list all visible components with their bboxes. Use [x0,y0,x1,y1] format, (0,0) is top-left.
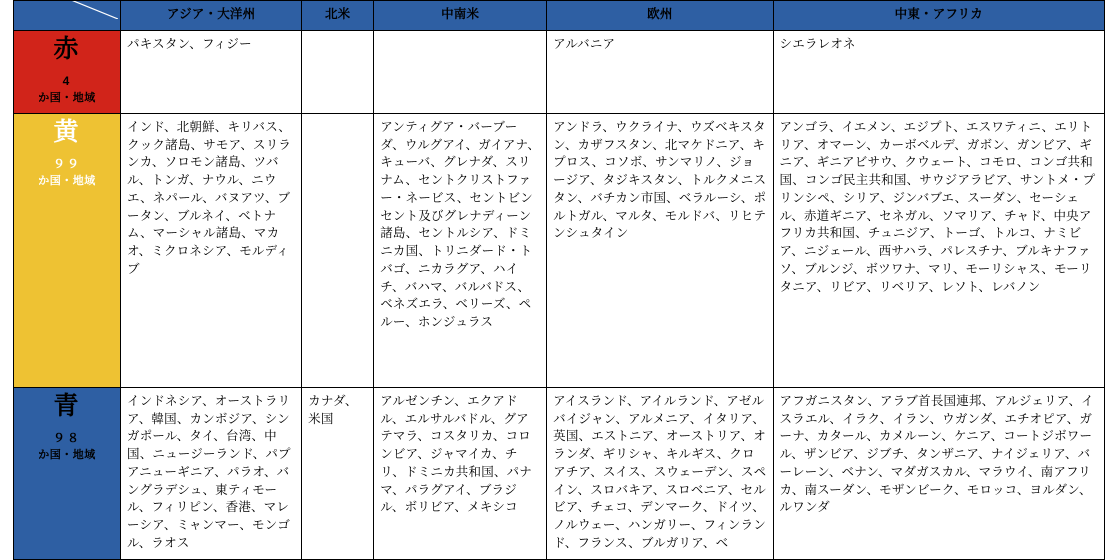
level-unit: か国・地域 [38,449,96,462]
level-cell-yellow [14,113,121,387]
table-row [14,387,1105,559]
level-unit: か国・地域 [38,92,96,105]
header-col-latin-america: 中南米 [374,1,547,31]
header-col-asia: アジア・大洋州 [121,1,302,31]
cell-yellow-europe: アンドラ、ウクライナ、ウズベキスタン、カザフスタン、北マケドニア、キプロス、コソボ、サンマリノ、ジョージア、タジキスタン、トルクメニスタン、バチカン市国、ベラルーシ、ポルトガル、マルタ、モルドバ、リヒテンシュタイン [547,113,773,387]
cell-blue-asia: インドネシア、オーストラリア、韓国、カンボジア、シンガポール、タイ、台湾、中国、ニュージーランド、パプアニューギニア、パラオ、バングラデシュ、東ティモール、フィリピン、香港、マレーシア、ミャンマー、モンゴル、ラオス [121,387,302,559]
table-header-row [14,1,1105,31]
header-corner-cell [14,1,121,31]
risk-level-table [13,0,1105,560]
cell-yellow-north-america [302,113,374,387]
header-col-mea: 中東・アフリカ [773,1,1104,31]
cell-red-latin-america [374,30,547,113]
table-body [14,30,1105,559]
cell-red-mea: シエラレオネ [773,30,1104,113]
cell-yellow-mea: アンゴラ、イエメン、エジプト、エスワティニ、エリトリア、オマーン、カーボベルデ、ガボン、ガンビア、ギニア、ギニアビサウ、クウェート、コモロ、コンゴ共和国、コンゴ民主共和国、サウジアラビア、サントメ・プリンシペ、シリア、ジンバブエ、スーダン、セーシェル、赤道ギニア、セネガル、ソマリア、チャド、中央アフリカ共和国、チュニジア、トーゴ、トルコ、ナミビア、ニジェール、西サハラ、パレスチナ、ブルキナファソ、ブルンジ、ボツワナ、マリ、モーリシャス、モーリタニア、リビア、リベリア、レソト、レバノン [773,113,1104,387]
level-cell-blue [14,387,121,559]
level-count: 4 [62,74,72,89]
header-col-europe: 欧州 [547,1,773,31]
table-row [14,30,1105,113]
cell-red-asia: パキスタン、フィジー [121,30,302,113]
cell-red-europe: アルバニア [547,30,773,113]
level-count: ９９ [53,157,82,172]
cell-blue-north-america: カナダ、米国 [302,387,374,559]
table-header [14,1,1105,31]
cell-yellow-latin-america: アンティグア・バーブーダ、ウルグアイ、ガイアナ、キューバ、グレナダ、スリナム、セントクリストファー・ネービス、セントビンセント及びグレナディーン諸島、セントルシア、ドミニカ国、トリニダード・トバゴ、ニカラグア、ハイチ、バハマ、バルバドス、ベネズエラ、ベリーズ、ペルー、ホンジュラス [374,113,547,387]
cell-blue-latin-america: アルゼンチン、エクアドル、エルサルバドル、グアテマラ、コスタリカ、コロンビア、ジャマイカ、チリ、ドミニカ共和国、パナマ、パラグアイ、ブラジル、ボリビア、メキシコ [374,387,547,559]
cell-yellow-asia: インド、北朝鮮、キリバス、クック諸島、サモア、スリランカ、ソロモン諸島、ツバル、トンガ、ナウル、ニウエ、ネパール、バヌアツ、ブータン、ブルネイ、ベトナム、マーシャル諸島、マカオ、ミクロネシア、モルディブ [121,113,302,387]
level-name: 黄 [53,117,81,146]
level-unit: か国・地域 [38,175,96,188]
cell-blue-europe: アイスランド、アイルランド、アゼルバイジャン、アルメニア、イタリア、英国、エストニア、オーストリア、オランダ、ギリシャ、キルギス、クロアチア、スイス、スウェーデン、スペイン、スロバキア、スロベニア、セルビア、チェコ、デンマーク、ドイツ、ノルウェー、ハンガリー、フィンランド、フランス、ブルガリア、ベ [547,387,773,559]
level-count: ９８ [53,431,82,446]
level-name: 赤 [53,34,81,63]
header-col-north-america: 北米 [302,1,374,31]
table-row [14,113,1105,387]
level-cell-red [14,30,121,113]
cell-red-north-america [302,30,374,113]
diagonal-divider-icon [14,1,120,30]
level-name: 青 [53,391,81,420]
cell-blue-mea: アフガニスタン、アラブ首長国連邦、アルジェリア、イスラエル、イラク、イラン、ウガンダ、エチオピア、ガーナ、カタール、カメルーン、ケニア、コートジボワール、ザンビア、ジブチ、タンザニア、ナイジェリア、バーレーン、ベナン、マダガスカル、マラウイ、南アフリカ、南スーダン、モザンビーク、モロッコ、ヨルダン、ルワンダ [773,387,1104,559]
